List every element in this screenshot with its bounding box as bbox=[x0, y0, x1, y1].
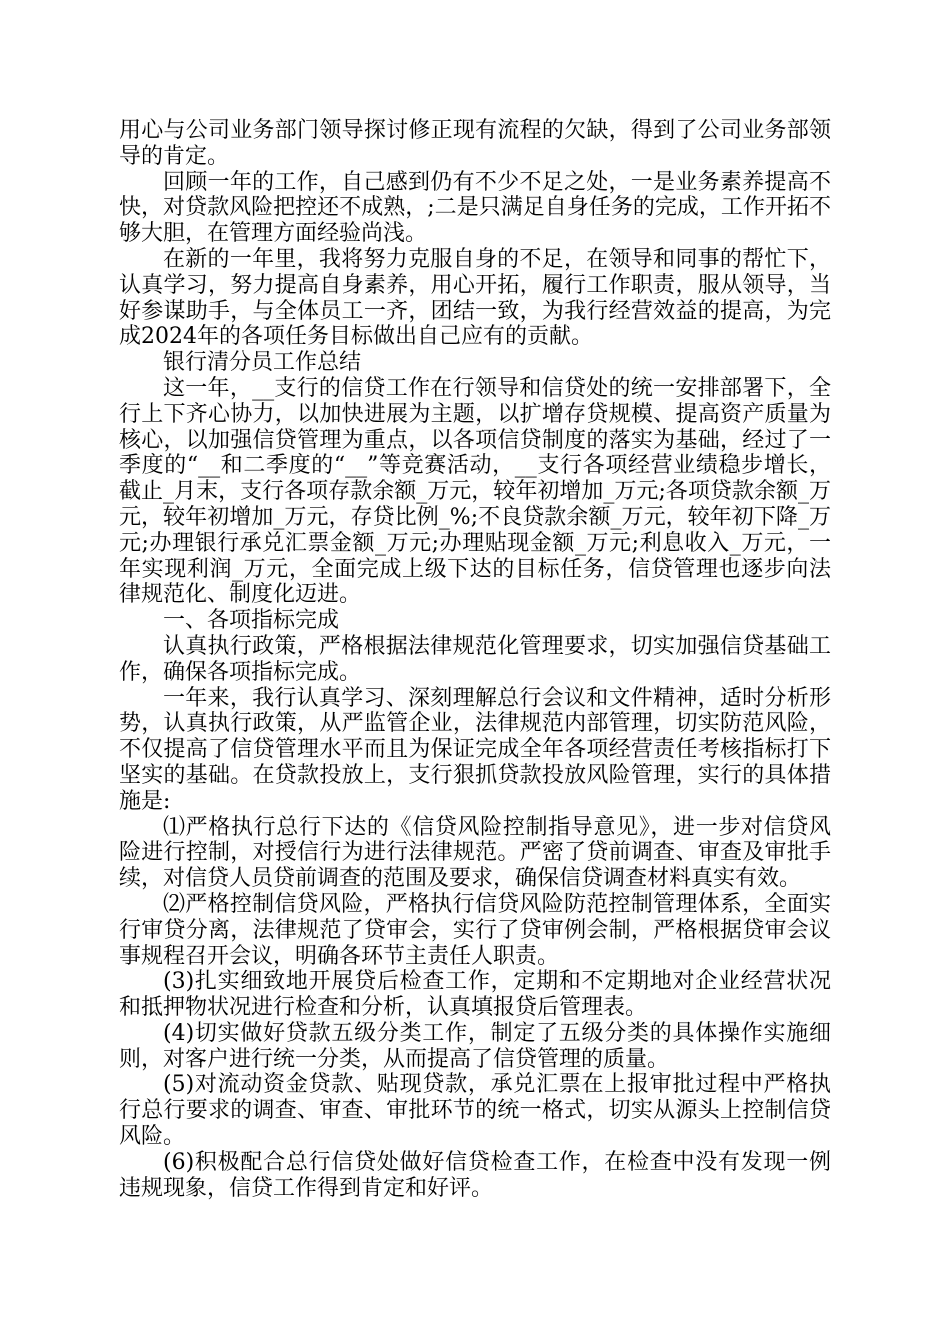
document-page bbox=[119, 118, 831, 1201]
paragraph-new-year-plan: 在新的一年里，我将努力克服自身的不足，在领导和同事的帮忙下，认真学习，努力提高自身素养，用心开拓，履行工作职责，服从领导，当好参谋助手，与全体员工一齐，团结一致，为我行经营效益的提高，为完成2024年的各项任务目标做出自己应有的贡献。 bbox=[119, 246, 831, 350]
list-item-measure-6: (6)积极配合总行信贷处做好信贷检查工作，在检查中没有发现一例违规现象，信贷工作得到肯定和好评。 bbox=[119, 1149, 831, 1201]
list-item-measure-4: (4)切实做好贷款五级分类工作，制定了五级分类的具体操作实施细则，对客户进行统一分类，从而提高了信贷管理的质量。 bbox=[119, 1020, 831, 1072]
paragraph-review-shortcomings: 回顾一年的工作，自己感到仍有不少不足之处，一是业务素养提高不快，对贷款风险把控还不成熟，;二是只满足自身任务的完成，工作开拓不够大胆，在管理方面经验尚浅。 bbox=[119, 169, 831, 247]
paragraph-annual-summary: 这一年，__支行的信贷工作在行领导和信贷处的统一安排部署下，全行上下齐心协力，以加快进展为主题，以扩增存贷规模、提高资产质量为核心，以加强信贷管理为重点，以各项信贷制度的落实为基础，经过了一季度的“__和二季度的“__”等竞赛活动，__支行各项经营业绩稳步增长，截止_月末，支行各项存款余额_万元，较年初增加_万元;各项贷款余额_万元，较年初增加_万元，存贷比例_%;不良贷款余额_万元，较年初下降_万元;办理银行承兑汇票金额_万元;办理贴现金额_万元;利息收入_万元，一年实现利润_万元，全面完成上级下达的目标任务，信贷管理也逐步向法律规范化、制度化迈进。 bbox=[119, 375, 831, 608]
list-item-measure-3: (3)扎实细致地开展贷后检查工作，定期和不定期地对企业经营状况和抵押物状况进行检查和分析，认真填报贷后管理表。 bbox=[119, 969, 831, 1021]
paragraph-continuation: 用心与公司业务部门领导探讨修正现有流程的欠缺，得到了公司业务部领导的肯定。 bbox=[119, 118, 831, 169]
section-title: 银行清分员工作总结 bbox=[163, 350, 362, 376]
paragraph-year-review: 一年来，我行认真学习、深刻理解总行会议和文件精神，适时分析形势，认真执行政策，从严监管企业，法律规范内部管理，切实防范风险，不仅提高了信贷管理水平而且为保证完成全年各项经营责任考核指标打下坚实的基础。在贷款投放上，支行狠抓贷款投放风险管理，实行的具体措施是: bbox=[119, 685, 831, 814]
list-item-measure-2: ⑵严格控制信贷风险，严格执行信贷风险防范控制管理体系，全面实行审贷分离，法律规范了贷审会，实行了贷审例会制，严格根据贷审会议事规程召开会议，明确各环节主责任人职责。 bbox=[119, 891, 831, 969]
list-item-measure-5: (5)对流动资金贷款、贴现贷款，承兑汇票在上报审批过程中严格执行总行要求的调查、审查、审批环节的统一格式，切实从源头上控制信贷风险。 bbox=[119, 1072, 831, 1150]
paragraph-policy-execution: 认真执行政策，严格根据法律规范化管理要求，切实加强信贷基础工作，确保各项指标完成。 bbox=[119, 633, 831, 685]
section-heading-indicators: 一、各项指标完成 bbox=[163, 608, 340, 634]
list-item-measure-1: ⑴严格执行总行下达的《信贷风险控制指导意见》，进一步对信贷风险进行控制，对授信行为进行法律规范。严密了贷前调查、审查及审批手续，对信贷人员贷前调查的范围及要求，确保信贷调查材料真实有效。 bbox=[119, 814, 831, 892]
